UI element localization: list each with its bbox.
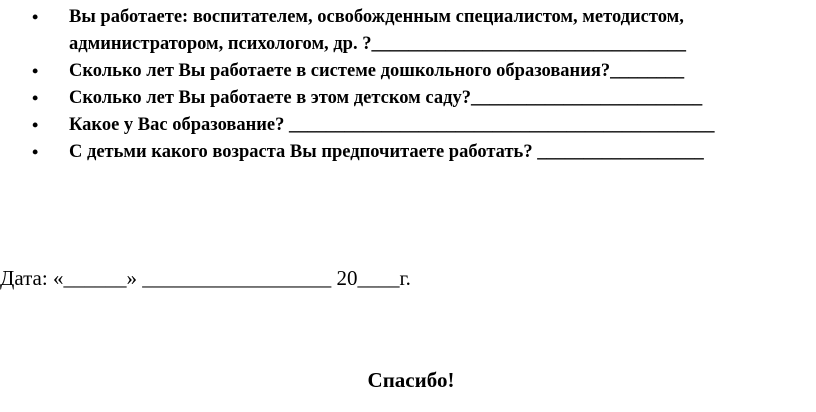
bullet-icon: • bbox=[32, 61, 39, 81]
question-line: С детьми какого возраста Вы предпочитаете работать? __________________ bbox=[69, 142, 704, 162]
bullet-icon: • bbox=[32, 88, 39, 108]
bullet-icon: • bbox=[32, 115, 39, 135]
date-line: Дата: «______» __________________ 20____г. bbox=[0, 266, 411, 290]
question-education bbox=[0, 112, 816, 139]
question-years-in-preschool bbox=[0, 58, 816, 85]
question-line: Какое у Вас образование? ______________________________________________ bbox=[69, 115, 715, 135]
question-preferred-age bbox=[0, 139, 816, 166]
question-line: Сколько лет Вы работаете в системе дошкольного образования?________ bbox=[69, 61, 685, 81]
question-line: Вы работаете: воспитателем, освобожденным специалистом, методистом, bbox=[69, 7, 684, 27]
question-job-role bbox=[0, 4, 816, 58]
bullet-icon: • bbox=[32, 7, 39, 27]
question-line: администратором, психологом, др. ?__________________________________ bbox=[69, 34, 686, 54]
question-years-in-kindergarten bbox=[0, 85, 816, 112]
thank-you-text: Спасибо! bbox=[367, 368, 455, 392]
bullet-icon: • bbox=[32, 142, 39, 162]
question-line: Сколько лет Вы работаете в этом детском саду?_________________________ bbox=[69, 88, 703, 108]
survey-question-list bbox=[0, 4, 816, 166]
